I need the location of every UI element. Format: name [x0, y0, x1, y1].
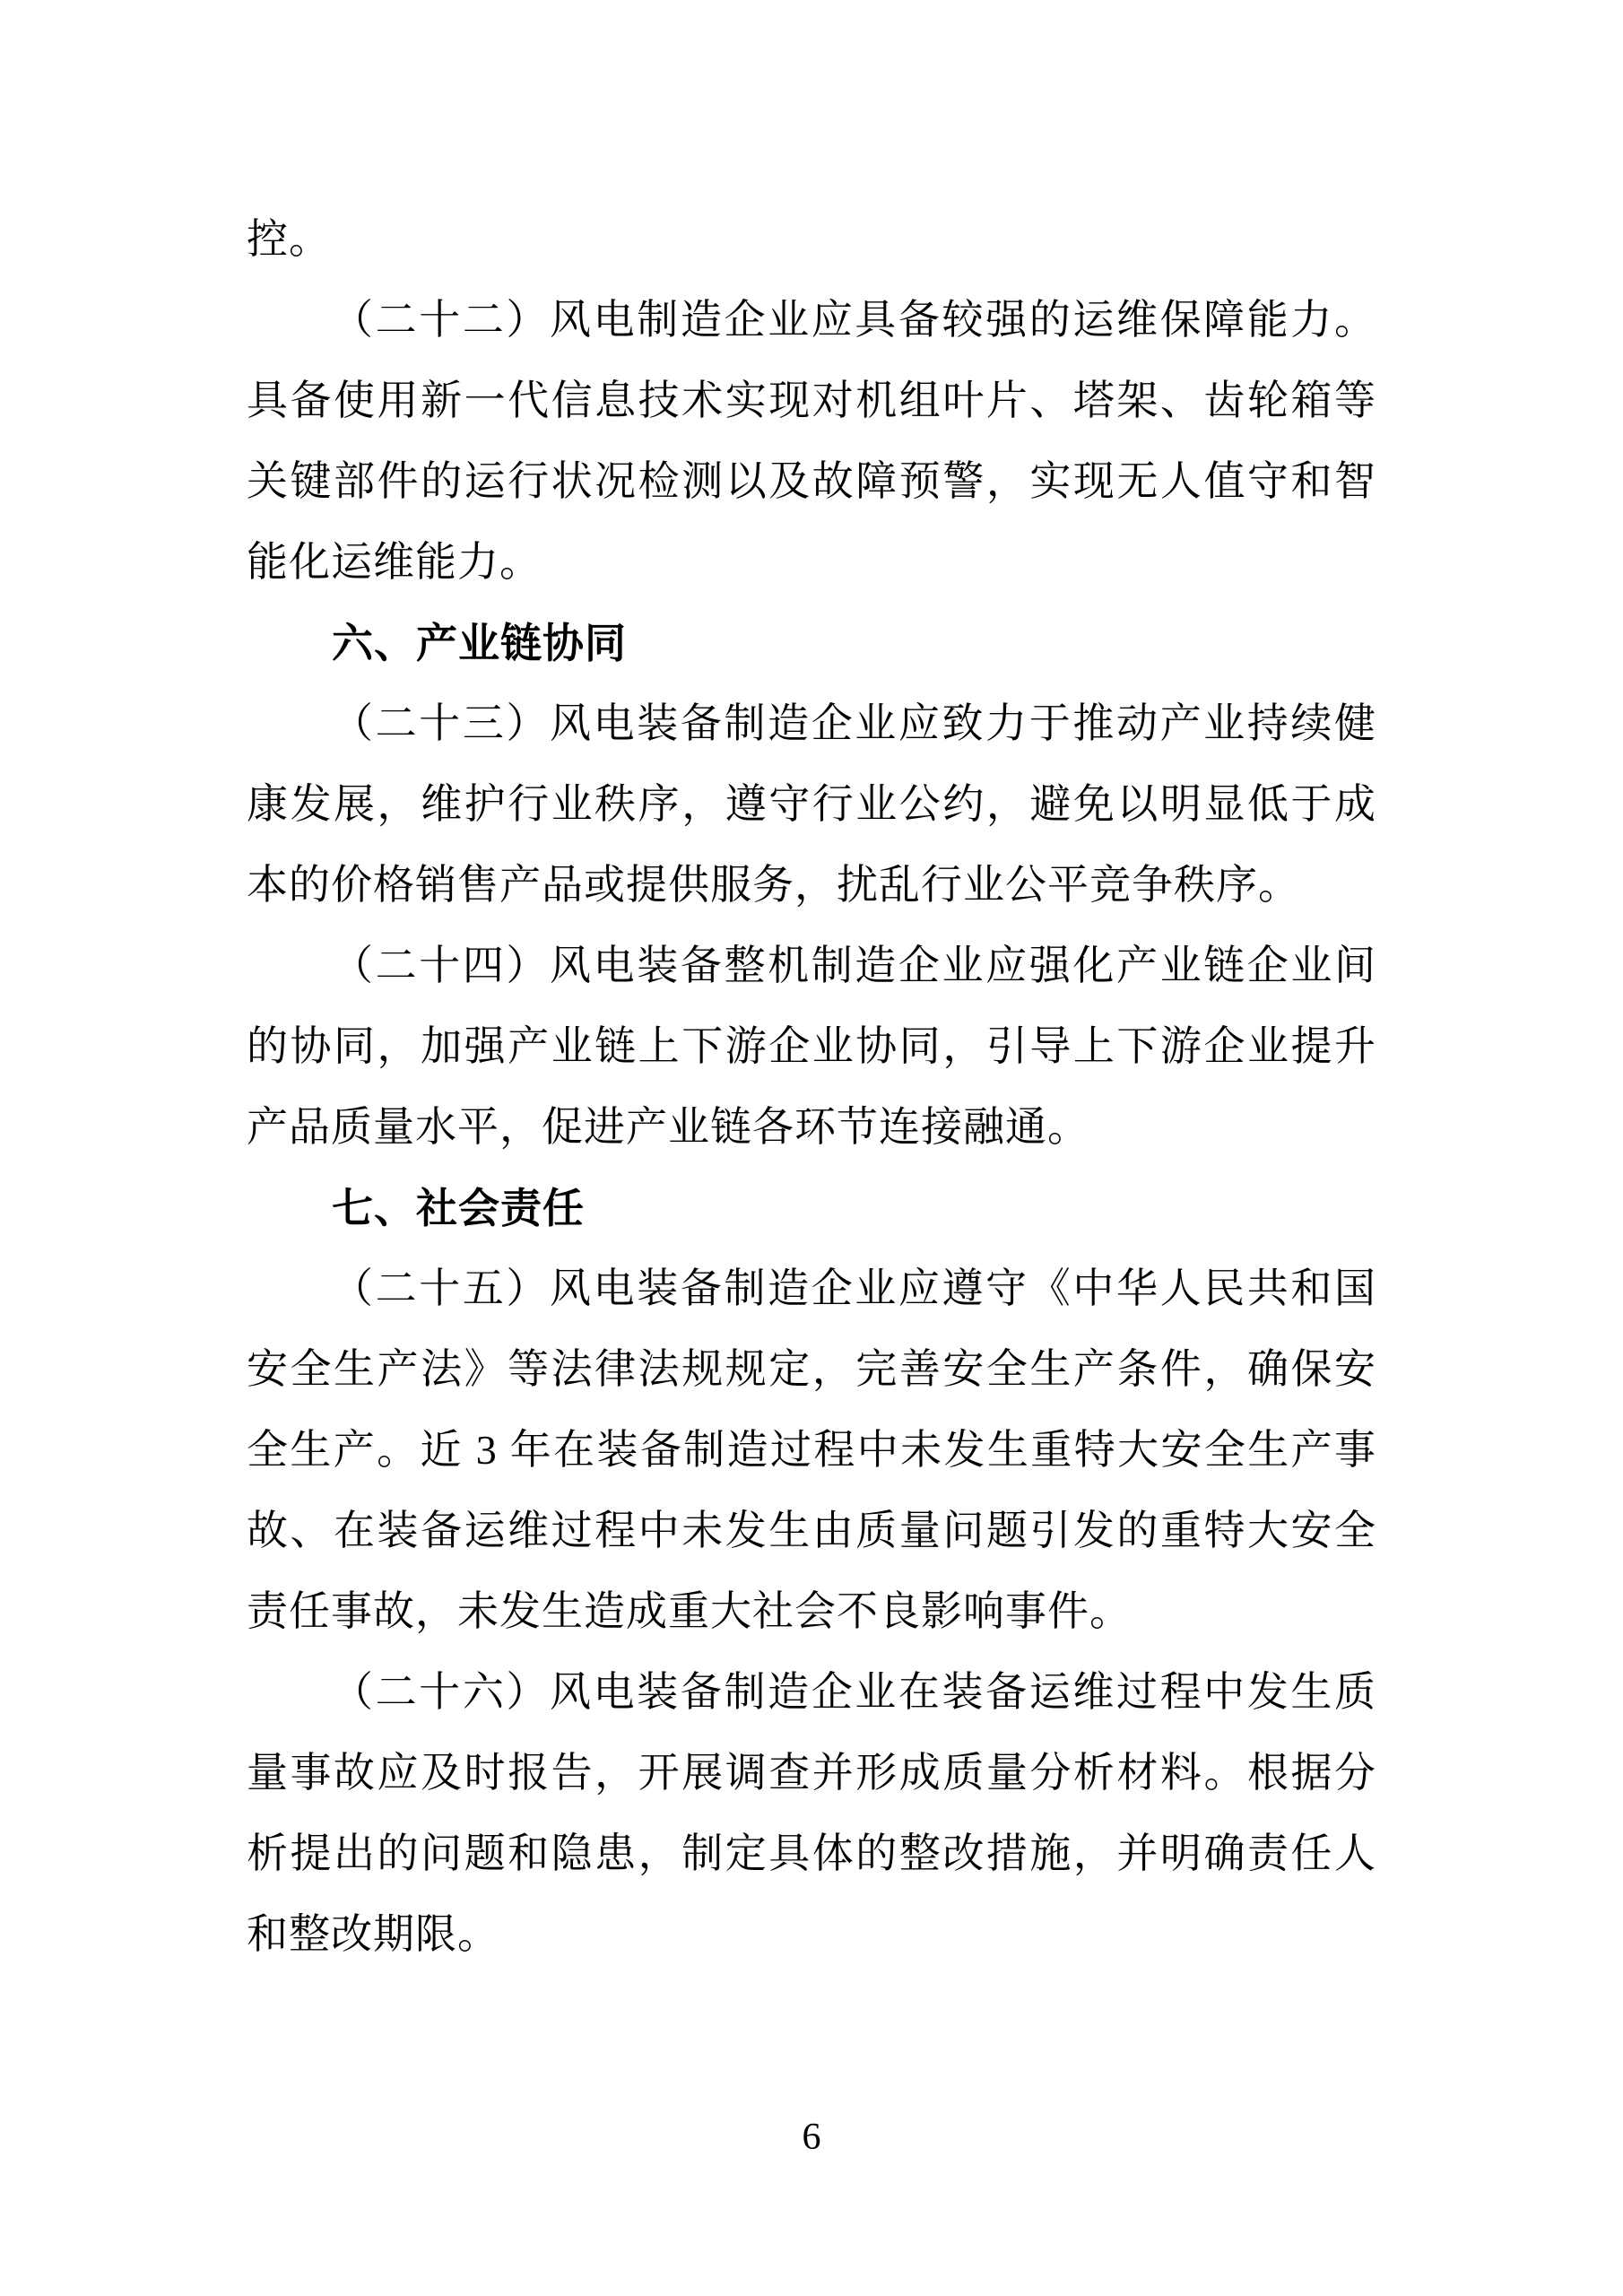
text-line: （二十三）风电装备制造企业应致力于推动产业持续健: [332, 700, 1376, 746]
text-line: 安全生产法》等法律法规规定，完善安全生产条件，确保安: [247, 1346, 1376, 1392]
text-line: （二十二）风电制造企业应具备较强的运维保障能力。: [332, 297, 1376, 343]
text-line: 关键部件的运行状况检测以及故障预警，实现无人值守和智: [247, 458, 1376, 504]
text-line: 全生产。近 3 年在装备制造过程中未发生重特大安全生产事: [247, 1427, 1376, 1473]
text-line: 和整改期限。: [247, 1911, 499, 1957]
text-line: 本的价格销售产品或提供服务，扰乱行业公平竞争秩序。: [247, 862, 1300, 908]
text-line: 产品质量水平，促进产业链各环节连接融通。: [247, 1104, 1089, 1150]
text-line: 控。: [247, 216, 331, 262]
text-line: 责任事故，未发生造成重大社会不良影响事件。: [247, 1588, 1132, 1634]
text-line: （二十六）风电装备制造企业在装备运维过程中发生质: [332, 1669, 1376, 1715]
text-line: 故、在装备运维过程中未发生由质量问题引发的重特大安全: [247, 1508, 1376, 1553]
text-line: （二十五）风电装备制造企业应遵守《中华人民共和国: [332, 1265, 1376, 1311]
text-line: 的协同，加强产业链上下游企业协同，引导上下游企业提升: [247, 1023, 1376, 1069]
document-body: [247, 199, 1376, 1975]
text-line: （二十四）风电装备整机制造企业应强化产业链企业间: [332, 943, 1376, 988]
text-line: 具备使用新一代信息技术实现对机组叶片、塔架、齿轮箱等: [247, 378, 1376, 423]
text-line: 康发展，维护行业秩序，遵守行业公约，避免以明显低于成: [247, 781, 1376, 827]
section-heading: 六、产业链协同: [332, 620, 627, 666]
text-line: 析提出的问题和隐患，制定具体的整改措施，并明确责任人: [247, 1831, 1376, 1876]
text-line: 能化运维能力。: [247, 539, 542, 585]
page-number: 6: [802, 2117, 821, 2158]
section-heading: 七、社会责任: [332, 1185, 585, 1231]
text-line: 量事故应及时报告，开展调查并形成质量分析材料。根据分: [247, 1750, 1376, 1796]
